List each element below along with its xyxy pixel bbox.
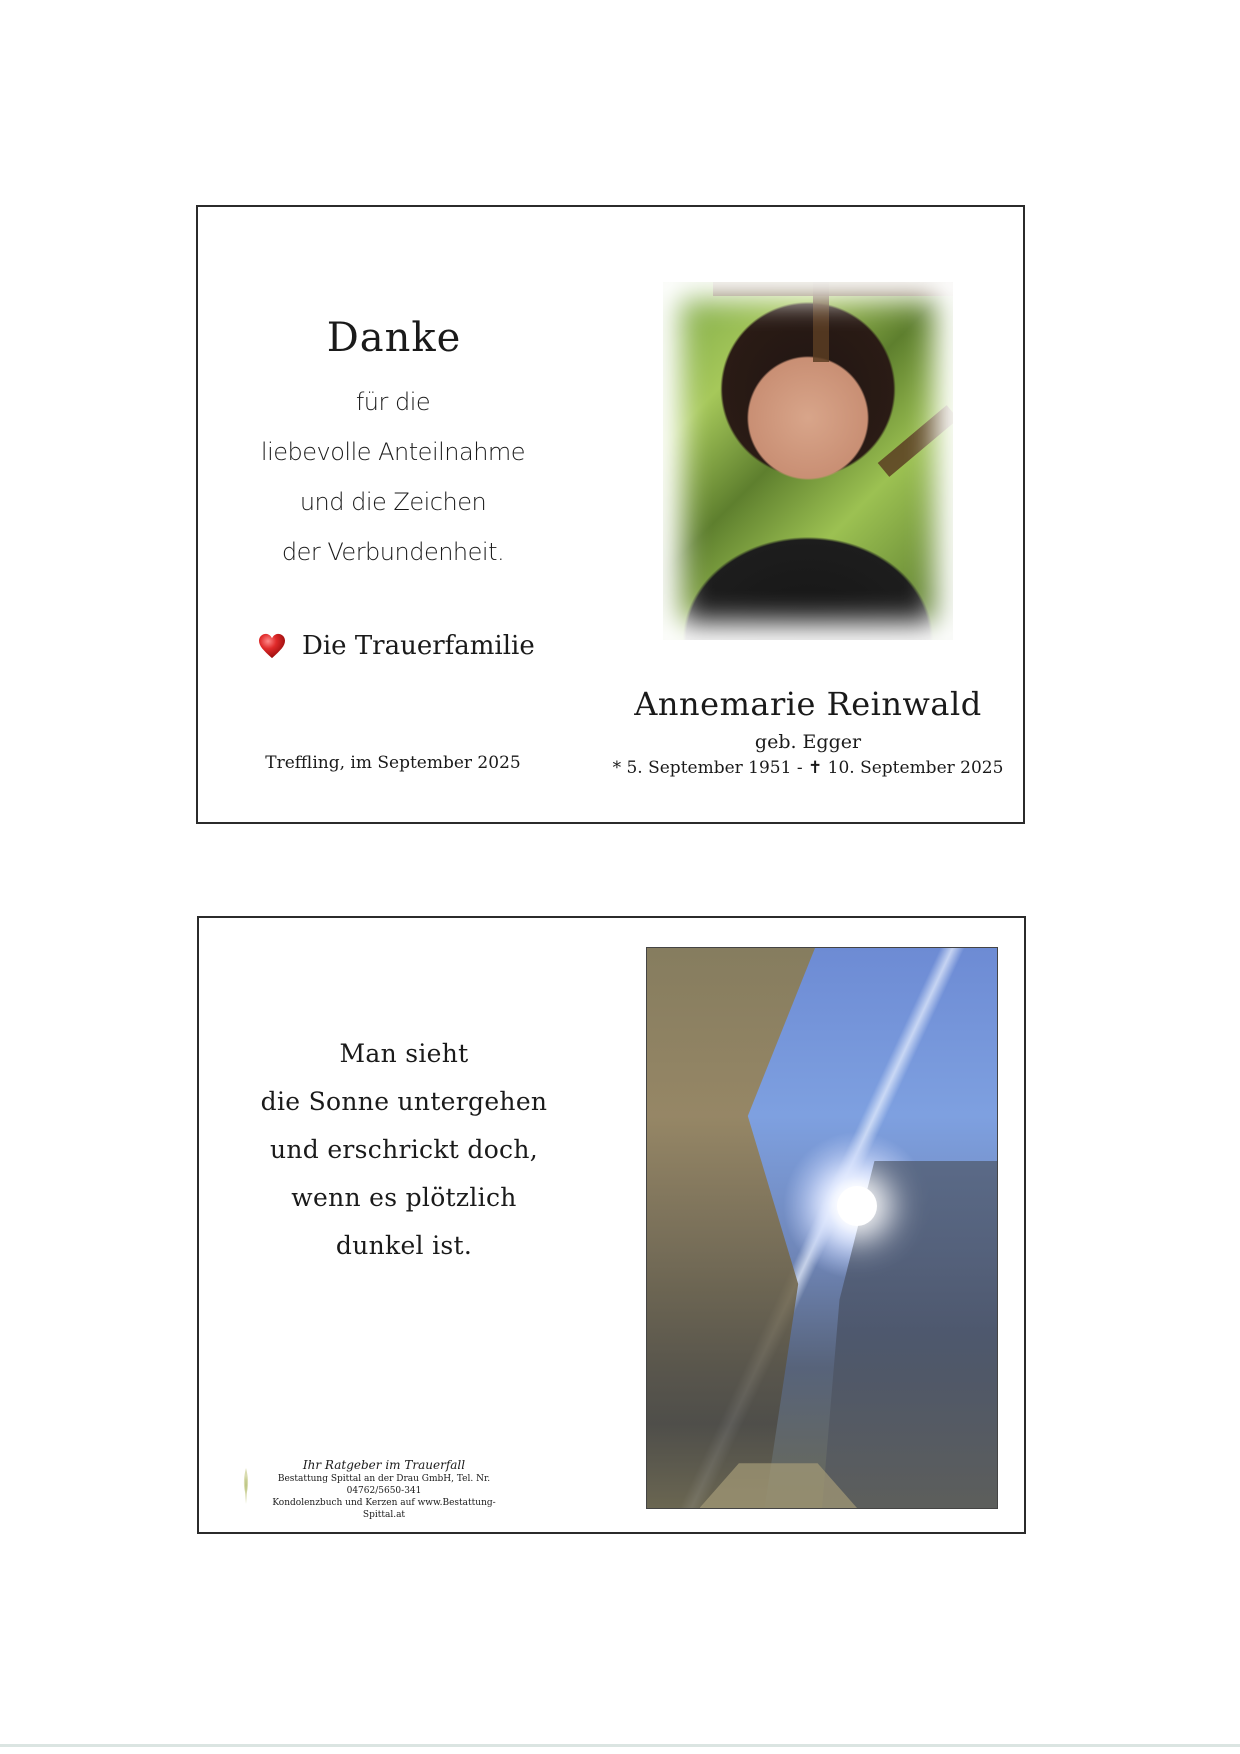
footer-slogan: Ihr Ratgeber im Trauerfall	[302, 1458, 466, 1472]
memorial-card-back	[197, 916, 1026, 1534]
poem-line: Man sieht	[339, 1039, 469, 1068]
family-name: Die Trauerfamilie	[302, 631, 535, 661]
scan-edge-line	[0, 1744, 1240, 1747]
maiden-name: geb. Egger	[754, 731, 862, 753]
poem-line: wenn es plötzlich	[291, 1183, 517, 1212]
thanks-line: liebevolle Anteilnahme	[260, 438, 526, 466]
family-signature	[258, 631, 535, 661]
footer-website: Kondolenzbuch und Kerzen auf www.Bestattung-Spittal.at	[272, 1498, 496, 1520]
heart-icon	[258, 633, 286, 659]
poem-line: und erschrickt doch,	[269, 1135, 539, 1164]
poem-line: dunkel ist.	[335, 1231, 473, 1260]
forest-sun-photo	[646, 947, 998, 1509]
candle-icon	[241, 1466, 251, 1506]
footer-company: Bestattung Spittal an der Drau GmbH, Tel. Nr. 04762/5650-341	[277, 1474, 491, 1496]
thanks-message	[238, 377, 548, 577]
thanks-title: Danke	[326, 315, 462, 361]
funeral-home-footer	[259, 1458, 509, 1521]
place-date: Treffling, im September 2025	[265, 753, 521, 773]
thanks-line: der Verbundenheit.	[281, 538, 505, 566]
poem	[239, 1030, 569, 1270]
thanks-line: für die	[355, 388, 431, 416]
poem-line: die Sonne untergehen	[260, 1087, 548, 1116]
life-dates: * 5. September 1951 - ✝ 10. September 2025	[612, 758, 1004, 778]
deceased-name: Annemarie Reinwald	[634, 685, 982, 723]
thanks-line: und die Zeichen	[299, 488, 487, 516]
portrait-photo	[663, 282, 953, 640]
memorial-card-front	[196, 205, 1025, 824]
